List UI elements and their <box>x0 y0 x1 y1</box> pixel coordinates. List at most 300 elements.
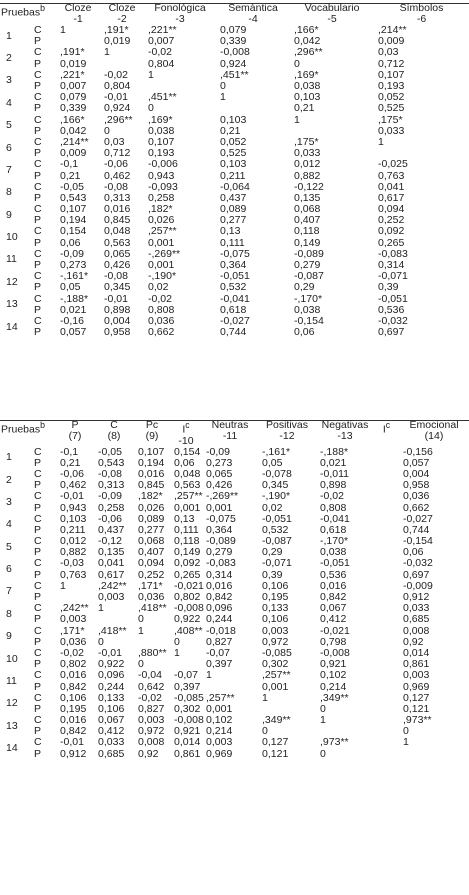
value-cell: 0,06 <box>60 236 81 249</box>
value-cell: 0,525 <box>220 147 247 160</box>
column-header-number: (8) <box>107 430 121 442</box>
value-cell: 0,437 <box>220 191 247 204</box>
value-cell: 0,092 <box>174 557 201 570</box>
stat-label: C <box>34 714 42 727</box>
value-cell: 0,265 <box>174 568 201 581</box>
value-cell: 0,065 <box>104 247 131 260</box>
row-number: 12 <box>6 697 18 710</box>
value-cell: 0,057 <box>60 326 87 339</box>
value-cell: ,191* <box>60 46 85 59</box>
value-cell: 1 <box>138 624 144 637</box>
value-cell: 0,618 <box>320 523 347 536</box>
value-cell: 0,426 <box>104 259 131 272</box>
header-row <box>0 3 469 25</box>
stat-label: P <box>34 57 42 70</box>
column-header-number: -4 <box>248 13 258 25</box>
value-cell: 0,009 <box>378 35 405 48</box>
value-cell: 0,094 <box>138 557 165 570</box>
value-cell: 0,437 <box>98 523 125 536</box>
value-cell: 0,026 <box>148 214 175 227</box>
value-cell: -0,122 <box>294 180 324 193</box>
value-cell: 0,048 <box>174 467 201 480</box>
row-number: 5 <box>6 540 12 553</box>
value-cell: 0,05 <box>60 281 81 294</box>
value-cell: -0,021 <box>320 624 350 637</box>
column-header <box>170 420 202 447</box>
value-cell: 0,033 <box>294 147 321 160</box>
value-cell: -0,09 <box>206 445 230 458</box>
value-cell: -0,06 <box>98 512 122 525</box>
value-cell: ,257** <box>262 669 291 682</box>
stat-label: P <box>34 281 42 294</box>
value-cell: 0,02 <box>262 501 283 514</box>
spacer-cell <box>374 558 399 569</box>
value-cell: 0,802 <box>174 591 201 604</box>
value-cell: ,166* <box>294 24 319 37</box>
stat-label: P <box>34 523 42 536</box>
column-header <box>56 420 94 447</box>
column-header-name: Neutras <box>211 419 249 431</box>
column-header-name: Negativas <box>321 419 369 431</box>
row-number: 7 <box>6 163 12 176</box>
value-cell: 0,019 <box>60 57 87 70</box>
table-row <box>0 115 469 126</box>
value-cell: 1 <box>174 646 180 659</box>
stat-label: C <box>34 602 42 615</box>
value-cell: 0,135 <box>294 191 321 204</box>
value-cell: -0,05 <box>60 180 84 193</box>
value-cell: 0,007 <box>60 80 87 93</box>
value-cell: 0,111 <box>174 523 199 536</box>
spacer-cell <box>374 536 399 547</box>
value-cell: 0,012 <box>60 535 87 548</box>
spacer-cell <box>374 603 399 614</box>
stat-label: C <box>34 292 42 305</box>
value-cell: 0,003 <box>60 613 87 626</box>
value-cell: ,221** <box>148 24 177 37</box>
stat-label: C <box>34 135 42 148</box>
value-cell: 0,924 <box>104 102 131 115</box>
row-number: 14 <box>6 320 18 333</box>
row-number: 13 <box>6 298 18 311</box>
row-number: 1 <box>6 29 12 42</box>
table-row <box>0 47 469 58</box>
value-cell: -0,008 <box>320 646 350 659</box>
stat-label: C <box>34 180 42 193</box>
value-cell: 0,033 <box>403 602 430 615</box>
column-header-number: -5 <box>327 13 337 25</box>
value-cell: 0,532 <box>262 523 289 536</box>
table-row <box>0 502 469 513</box>
column-header <box>258 420 316 447</box>
value-cell: 0,314 <box>378 259 405 272</box>
value-cell: 0,05 <box>262 456 283 469</box>
stat-label: P <box>34 326 42 339</box>
stat-label: C <box>34 158 42 171</box>
value-cell: ,242** <box>60 602 89 615</box>
stat-label: C <box>34 203 42 216</box>
value-cell: 0,921 <box>320 658 347 671</box>
stat-label: C <box>34 225 42 238</box>
value-cell: -0,032 <box>403 557 433 570</box>
table-row <box>0 558 469 569</box>
value-cell: 0,804 <box>104 80 131 93</box>
value-cell: 0 <box>138 613 144 626</box>
value-cell: 0,924 <box>220 57 247 70</box>
table-row <box>0 737 469 748</box>
header-label <box>0 3 56 25</box>
value-cell: 0,016 <box>138 467 165 480</box>
value-cell: 0,06 <box>174 456 195 469</box>
value-cell: 0,127 <box>403 691 430 704</box>
value-cell: 0 <box>262 725 268 738</box>
column-header <box>94 420 134 447</box>
value-cell: 0,92 <box>138 747 159 760</box>
value-cell: 0,958 <box>104 326 131 339</box>
value-cell: -0,051 <box>320 557 350 570</box>
value-cell: 0,536 <box>320 568 347 581</box>
stat-label: C <box>34 691 42 704</box>
value-cell: 0,06 <box>294 326 315 339</box>
value-cell: ,257** <box>174 490 203 503</box>
value-cell: -0,08 <box>104 180 128 193</box>
value-cell: ,257** <box>206 691 235 704</box>
value-cell: -0,051 <box>220 270 250 283</box>
value-cell: 0,067 <box>98 714 125 727</box>
row-number: 8 <box>6 607 12 620</box>
spacer-cell <box>374 469 399 480</box>
stat-label: P <box>34 568 42 581</box>
value-cell: 0,277 <box>138 523 165 536</box>
spacer-cell <box>374 704 399 715</box>
value-cell: -,188* <box>60 292 89 305</box>
value-cell: 0,685 <box>98 747 125 760</box>
value-cell: 0,02 <box>148 281 169 294</box>
spacer-cell <box>374 491 399 502</box>
value-cell: 0,211 <box>60 523 86 536</box>
value-cell: 0,001 <box>148 236 175 249</box>
value-cell: -0,01 <box>104 91 128 104</box>
row-number: 13 <box>6 719 18 732</box>
value-cell: 0,211 <box>220 169 246 182</box>
table-row <box>0 626 469 637</box>
value-cell: -0,083 <box>378 247 408 260</box>
column-header-name: P <box>71 419 79 431</box>
value-cell: 0,662 <box>403 501 430 514</box>
value-cell: 0,007 <box>148 35 175 48</box>
value-cell: 0,842 <box>206 591 233 604</box>
value-cell: 0,265 <box>378 236 405 249</box>
value-cell: 0,827 <box>138 702 165 715</box>
stat-label: P <box>34 456 42 469</box>
value-cell: 0,001 <box>148 259 175 272</box>
value-cell: 0,543 <box>60 191 87 204</box>
spacer-cell <box>374 614 399 625</box>
value-cell: 0,103 <box>294 91 321 104</box>
value-cell: ,214** <box>378 24 407 37</box>
value-cell: ,451** <box>220 68 249 81</box>
value-cell: 0,827 <box>206 635 233 648</box>
stat-label: C <box>34 535 42 548</box>
value-cell: 0,106 <box>60 691 87 704</box>
value-cell: 0,763 <box>60 568 87 581</box>
value-cell: 0,003 <box>138 714 165 727</box>
value-cell: 0,106 <box>262 613 289 626</box>
column-header-number: -3 <box>175 13 185 25</box>
value-cell: 0,079 <box>220 24 247 37</box>
value-cell: -0,075 <box>220 247 250 260</box>
value-cell: 0,861 <box>403 658 430 671</box>
value-cell: 0,258 <box>148 191 175 204</box>
value-cell: ,169* <box>148 113 173 126</box>
value-cell: 0,092 <box>378 225 405 238</box>
table-row <box>0 447 469 458</box>
value-cell: -0,01 <box>98 646 122 659</box>
value-cell: 1 <box>320 714 326 727</box>
value-cell: -0,071 <box>378 270 408 283</box>
spacer-cell <box>374 715 399 726</box>
column-header-name: Vocabulario <box>304 2 360 14</box>
value-cell: -0,05 <box>98 445 122 458</box>
value-cell: -0,008 <box>220 46 250 59</box>
value-cell: 0,016 <box>206 579 233 592</box>
value-cell: 0,149 <box>174 546 201 559</box>
table-row <box>0 749 469 760</box>
value-cell: -0,051 <box>378 292 408 305</box>
value-cell: 0,13 <box>174 512 195 525</box>
column-header <box>144 3 216 25</box>
value-cell: -0,09 <box>60 247 84 260</box>
value-cell: 0,972 <box>262 635 289 648</box>
value-cell: 0,033 <box>98 736 125 749</box>
value-cell: ,349** <box>320 691 349 704</box>
value-cell: 0,001 <box>206 501 233 514</box>
value-cell: 0,313 <box>98 479 125 492</box>
column-header-name: Emocional <box>409 419 459 431</box>
value-cell: 1 <box>378 135 384 148</box>
value-cell: 0,642 <box>138 680 165 693</box>
value-cell: ,166* <box>60 113 85 126</box>
value-cell: 0,29 <box>294 281 315 294</box>
value-cell: 0,21 <box>220 124 241 137</box>
value-cell: 0,008 <box>403 624 430 637</box>
stat-label: P <box>34 124 42 137</box>
value-cell: 0,273 <box>206 456 233 469</box>
value-cell: 0,808 <box>148 303 175 316</box>
value-cell: 0,107 <box>60 203 87 216</box>
value-cell: 0,302 <box>174 702 201 715</box>
value-cell: 0,042 <box>294 35 321 48</box>
row-number: 5 <box>6 119 12 132</box>
value-cell: 0,912 <box>403 591 430 604</box>
value-cell: -0,087 <box>294 270 324 283</box>
row-number: 14 <box>6 742 18 755</box>
value-cell: 0,036 <box>60 635 87 648</box>
stat-label: C <box>34 24 42 37</box>
column-header-name: Cloze <box>64 2 92 14</box>
value-cell: -0,06 <box>104 158 128 171</box>
stat-label: C <box>34 669 42 682</box>
row-number: 10 <box>6 231 18 244</box>
value-cell: ,296** <box>104 113 133 126</box>
value-cell: 0,921 <box>174 725 201 738</box>
value-cell: 0,898 <box>320 479 347 492</box>
stat-label: P <box>34 479 42 492</box>
spacer-cell <box>374 693 399 704</box>
value-cell: 0,154 <box>60 225 87 238</box>
row-number: 9 <box>6 630 12 643</box>
column-header <box>290 3 374 25</box>
table-row <box>0 681 469 692</box>
value-cell: 0,697 <box>403 568 430 581</box>
value-cell: 0,882 <box>294 169 321 182</box>
value-cell: 0,154 <box>174 445 201 458</box>
value-cell: 0,617 <box>98 568 125 581</box>
spacer-cell <box>374 637 399 648</box>
value-cell: ,418** <box>98 624 127 637</box>
value-cell: 0,339 <box>220 35 247 48</box>
value-cell: 0,016 <box>320 579 347 592</box>
value-cell: 0,958 <box>403 479 430 492</box>
value-cell <box>216 103 290 114</box>
value-cell: -0,08 <box>104 270 128 283</box>
value-cell: ,221* <box>60 68 85 81</box>
row-number: 12 <box>6 275 18 288</box>
value-cell: -0,156 <box>403 445 433 458</box>
table-row <box>0 570 469 581</box>
value-cell: -,269** <box>206 490 239 503</box>
value-cell: -0,1 <box>60 158 79 171</box>
value-cell: ,880** <box>138 646 167 659</box>
value-cell: 0 <box>138 658 144 671</box>
value-cell: 0,068 <box>294 203 321 216</box>
value-cell: 0,412 <box>98 725 125 738</box>
value-cell: -0,02 <box>104 68 128 81</box>
value-cell: 0,038 <box>294 303 321 316</box>
spacer-cell <box>374 458 399 469</box>
stat-label: C <box>34 445 42 458</box>
spacer-cell <box>374 648 399 659</box>
value-cell: 0,345 <box>262 479 289 492</box>
row-number: 6 <box>6 563 12 576</box>
value-cell: -0,01 <box>104 292 128 305</box>
spacer-cell <box>374 670 399 681</box>
row-number: 7 <box>6 585 12 598</box>
value-cell: 0,426 <box>206 479 233 492</box>
value-cell: 0,016 <box>104 203 131 216</box>
table-row <box>0 614 469 625</box>
value-cell: -0,027 <box>220 314 250 327</box>
value-cell: 0,407 <box>294 214 321 227</box>
value-cell: 0,195 <box>60 702 87 715</box>
value-cell: 0,041 <box>98 557 125 570</box>
value-cell: -0,078 <box>262 467 292 480</box>
value-cell: -0,008 <box>174 602 204 615</box>
row-number: 1 <box>6 451 12 464</box>
value-cell: -0,16 <box>60 314 84 327</box>
stat-label: C <box>34 113 42 126</box>
row-number: 11 <box>6 674 17 687</box>
value-cell: -0,021 <box>174 579 204 592</box>
value-cell: 0,969 <box>206 747 233 760</box>
value-cell: 0,038 <box>294 80 321 93</box>
value-cell: -0,087 <box>262 535 292 548</box>
value-cell: 0,103 <box>220 158 247 171</box>
spacer-cell <box>374 514 399 525</box>
spacer-cell <box>374 547 399 558</box>
spacer-cell <box>374 570 399 581</box>
column-header-name: I <box>382 423 386 436</box>
stat-label: C <box>34 46 42 59</box>
value-cell: -0,041 <box>320 512 350 525</box>
spacer-cell <box>374 659 399 670</box>
column-header-number: (9) <box>145 430 159 442</box>
table-row <box>0 294 469 305</box>
value-cell: 0,412 <box>320 613 347 626</box>
value-cell: 0,21 <box>294 102 315 115</box>
stat-label: P <box>34 214 42 227</box>
stat-label: P <box>34 635 42 648</box>
row-number: 11 <box>6 253 17 266</box>
value-cell: 0,036 <box>403 490 430 503</box>
value-cell: 0,068 <box>138 535 165 548</box>
value-cell: -0,154 <box>294 314 324 327</box>
row-number: 2 <box>6 473 12 486</box>
value-cell: 0,096 <box>98 669 125 682</box>
value-cell: 1 <box>60 579 66 592</box>
value-cell: -0,064 <box>220 180 250 193</box>
spacer-cell <box>374 592 399 603</box>
stat-label: C <box>34 736 42 749</box>
value-cell: -0,085 <box>174 691 204 704</box>
value-cell: 0 <box>148 102 154 115</box>
value-cell: 0,107 <box>378 68 405 81</box>
row-number: 10 <box>6 652 18 665</box>
header-label-superscript: b <box>40 420 45 430</box>
value-cell: 1 <box>98 602 104 615</box>
value-cell: ,257** <box>148 225 177 238</box>
value-cell: ,182* <box>138 490 163 503</box>
value-cell: 0,462 <box>60 479 87 492</box>
value-cell: 0,065 <box>206 467 233 480</box>
value-cell: 0,118 <box>174 535 200 548</box>
value-cell: 0,036 <box>148 314 175 327</box>
value-cell: 1 <box>403 736 409 749</box>
value-cell: ,973** <box>320 736 349 749</box>
value-cell: 0,279 <box>206 546 233 559</box>
stat-label: P <box>34 501 42 514</box>
value-cell: 0,102 <box>206 714 233 727</box>
value-cell: 0,003 <box>98 591 125 604</box>
value-cell: 0,003 <box>403 669 430 682</box>
column-header-number: -11 <box>222 430 238 442</box>
column-header-name: Positivas <box>266 419 309 431</box>
value-cell: -0,07 <box>206 646 230 659</box>
value-cell: 0,536 <box>378 303 405 316</box>
value-cell: ,171* <box>60 624 85 637</box>
value-cell: 1 <box>60 24 66 37</box>
value-cell: 0,13 <box>220 225 241 238</box>
value-cell: 0,06 <box>403 546 424 559</box>
value-cell: 0,107 <box>148 135 175 148</box>
column-header-number: (14) <box>424 430 444 442</box>
value-cell: 1 <box>104 46 110 59</box>
value-cell: -0,02 <box>138 691 162 704</box>
value-cell: 0,39 <box>262 568 283 581</box>
value-cell: -0,08 <box>98 467 122 480</box>
value-cell: -0,093 <box>148 180 178 193</box>
table-row <box>0 103 469 114</box>
